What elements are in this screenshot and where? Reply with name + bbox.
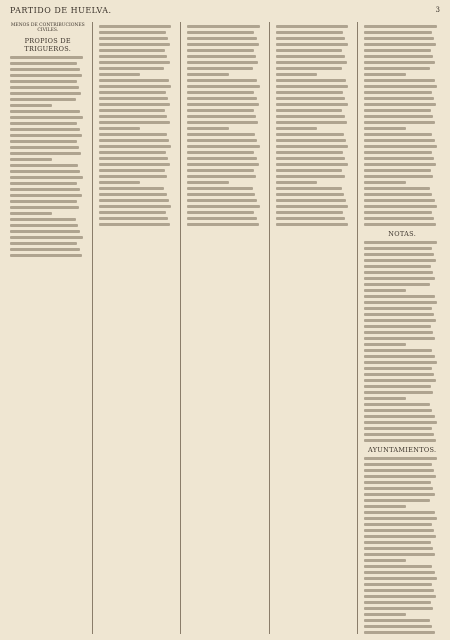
text-line — [276, 61, 347, 64]
text-line — [99, 79, 169, 82]
text-line — [99, 97, 169, 100]
column-1-heading: PROPIOS DE TRIGUEROS. — [24, 37, 72, 53]
text-line — [10, 128, 80, 131]
text-line — [187, 55, 256, 58]
text-line — [276, 43, 348, 46]
text-line — [187, 67, 253, 70]
text-line — [10, 104, 52, 107]
text-line — [187, 193, 255, 196]
text-line — [364, 367, 431, 370]
text-line — [10, 110, 80, 113]
text-line — [364, 265, 431, 268]
text-line — [276, 91, 343, 94]
text-line — [364, 625, 432, 628]
text-line — [364, 193, 432, 196]
text-line — [364, 499, 430, 502]
text-line — [187, 109, 254, 112]
column-rule — [269, 22, 270, 634]
column-rule — [180, 22, 181, 634]
text-line — [10, 92, 81, 95]
text-line — [187, 37, 257, 40]
text-line — [10, 134, 82, 137]
text-line — [364, 247, 431, 250]
text-line — [10, 182, 77, 185]
text-line — [99, 211, 166, 214]
text-columns — [10, 22, 440, 634]
text-line — [364, 319, 436, 322]
text-line — [276, 217, 346, 220]
text-line — [99, 109, 166, 112]
text-line — [276, 109, 343, 112]
text-line — [364, 361, 437, 364]
text-line — [187, 61, 258, 64]
text-line — [364, 349, 432, 352]
text-line — [99, 43, 171, 46]
text-line — [187, 217, 257, 220]
text-line — [276, 67, 342, 70]
text-line — [10, 212, 52, 215]
text-line — [10, 146, 79, 149]
text-line — [364, 79, 434, 82]
text-line — [364, 97, 434, 100]
text-line — [364, 253, 434, 256]
text-line — [187, 211, 254, 214]
text-line — [99, 163, 171, 166]
text-line — [364, 169, 431, 172]
text-line — [187, 199, 257, 202]
column-5-body-mid — [364, 241, 440, 442]
text-line — [364, 463, 431, 466]
text-line — [99, 139, 169, 142]
text-line — [10, 236, 83, 239]
text-line — [276, 73, 318, 76]
text-line — [10, 218, 76, 221]
text-line — [99, 175, 168, 178]
text-line — [364, 547, 433, 550]
text-line — [364, 553, 435, 556]
text-line — [99, 91, 166, 94]
column-1 — [10, 22, 86, 634]
text-line — [276, 193, 344, 196]
text-line — [364, 571, 434, 574]
text-line — [276, 223, 348, 226]
text-line — [99, 31, 166, 34]
text-line — [364, 565, 432, 568]
text-line — [364, 607, 433, 610]
text-line — [276, 121, 347, 124]
text-line — [364, 151, 431, 154]
text-line — [10, 188, 80, 191]
text-line — [276, 205, 349, 208]
notas-heading: NOTAS. — [388, 230, 417, 238]
text-line — [364, 271, 433, 274]
text-line — [10, 158, 52, 161]
text-line — [10, 80, 77, 83]
text-line — [10, 206, 79, 209]
text-line — [99, 49, 166, 52]
text-line — [99, 151, 166, 154]
text-line — [364, 145, 437, 148]
text-line — [276, 133, 344, 136]
text-line — [99, 115, 168, 118]
text-line — [99, 169, 166, 172]
text-line — [364, 25, 437, 28]
column-3-body — [187, 25, 263, 226]
text-line — [364, 505, 406, 508]
text-line — [99, 199, 169, 202]
text-line — [364, 139, 434, 142]
text-line — [10, 200, 77, 203]
text-line — [99, 61, 170, 64]
text-line — [364, 355, 434, 358]
text-line — [187, 163, 259, 166]
text-line — [99, 133, 167, 136]
text-line — [364, 37, 434, 40]
text-line — [99, 103, 171, 106]
text-line — [364, 199, 434, 202]
column-1-body — [10, 56, 86, 257]
text-line — [364, 325, 431, 328]
text-line — [187, 169, 254, 172]
text-line — [99, 67, 165, 70]
text-line — [364, 295, 434, 298]
text-line — [364, 373, 434, 376]
text-line — [364, 439, 436, 442]
text-line — [187, 43, 259, 46]
text-line — [364, 631, 434, 634]
text-line — [99, 217, 169, 220]
text-line — [99, 121, 170, 124]
text-line — [364, 421, 437, 424]
text-line — [364, 241, 437, 244]
text-line — [364, 43, 436, 46]
text-line — [276, 181, 318, 184]
text-line — [187, 73, 229, 76]
text-line — [364, 259, 436, 262]
text-line — [10, 62, 77, 65]
text-line — [364, 481, 431, 484]
text-line — [10, 254, 82, 257]
text-line — [10, 140, 77, 143]
text-line — [187, 139, 257, 142]
text-line — [364, 55, 433, 58]
text-line — [364, 433, 434, 436]
text-line — [276, 145, 349, 148]
text-line — [99, 145, 172, 148]
text-line — [364, 583, 431, 586]
column-5-body-top — [364, 25, 440, 226]
text-line — [364, 73, 406, 76]
text-line — [364, 385, 431, 388]
text-line — [364, 49, 431, 52]
text-line — [364, 289, 406, 292]
text-line — [364, 31, 431, 34]
text-line — [187, 97, 257, 100]
text-line — [364, 613, 406, 616]
text-line — [276, 37, 346, 40]
text-line — [364, 529, 434, 532]
text-line — [99, 55, 168, 58]
text-line — [10, 98, 76, 101]
text-line — [276, 115, 345, 118]
ayuntamientos-heading: AYUNTAMIENTOS. — [367, 446, 437, 454]
column-1-subtitle: MENOS DE CONTRIBUCIONES CIVILES. — [10, 23, 85, 33]
text-line — [187, 157, 257, 160]
text-line — [364, 121, 435, 124]
text-line — [364, 91, 431, 94]
text-line — [10, 86, 79, 89]
text-line — [364, 61, 435, 64]
text-line — [10, 194, 82, 197]
text-line — [276, 169, 343, 172]
text-line — [364, 307, 431, 310]
text-line — [364, 379, 436, 382]
text-line — [10, 116, 83, 119]
text-line — [364, 469, 434, 472]
text-line — [10, 164, 78, 167]
text-line — [99, 181, 141, 184]
text-line — [10, 152, 81, 155]
text-line — [99, 73, 141, 76]
text-line — [364, 577, 437, 580]
text-line — [364, 457, 437, 460]
column-4 — [276, 22, 352, 634]
text-line — [10, 74, 82, 77]
text-line — [187, 91, 254, 94]
text-line — [187, 103, 259, 106]
text-line — [99, 223, 171, 226]
text-line — [276, 211, 343, 214]
text-line — [364, 157, 434, 160]
text-line — [276, 97, 346, 100]
text-line — [364, 313, 434, 316]
text-line — [364, 163, 436, 166]
text-line — [10, 122, 77, 125]
text-line — [364, 559, 406, 562]
text-line — [276, 151, 343, 154]
text-line — [99, 187, 165, 190]
text-line — [187, 115, 256, 118]
text-line — [187, 223, 259, 226]
text-line — [364, 427, 431, 430]
text-line — [364, 331, 433, 334]
text-line — [99, 127, 141, 130]
text-line — [10, 170, 80, 173]
text-line — [276, 79, 346, 82]
text-line — [364, 487, 433, 490]
text-line — [10, 68, 80, 71]
text-line — [187, 79, 257, 82]
text-line — [276, 187, 342, 190]
text-line — [364, 187, 430, 190]
text-line — [99, 85, 172, 88]
text-line — [10, 56, 83, 59]
text-line — [364, 397, 406, 400]
text-line — [187, 151, 254, 154]
column-5-body-bottom — [364, 457, 440, 634]
column-3 — [187, 22, 263, 634]
text-line — [364, 589, 434, 592]
text-line — [364, 595, 436, 598]
text-line — [364, 511, 434, 514]
text-line — [187, 205, 260, 208]
column-rule — [357, 22, 358, 634]
text-line — [99, 205, 172, 208]
text-line — [364, 337, 435, 340]
text-line — [276, 139, 346, 142]
text-line — [187, 25, 260, 28]
text-line — [364, 403, 430, 406]
text-line — [276, 163, 348, 166]
text-line — [187, 31, 254, 34]
text-line — [99, 37, 169, 40]
text-line — [364, 601, 431, 604]
text-line — [276, 103, 348, 106]
text-line — [364, 127, 406, 130]
column-2-body — [99, 25, 175, 226]
text-line — [364, 343, 406, 346]
text-line — [364, 541, 431, 544]
text-line — [364, 283, 430, 286]
text-line — [364, 475, 436, 478]
text-line — [364, 217, 434, 220]
column-rule — [92, 22, 93, 634]
text-line — [364, 517, 437, 520]
text-line — [187, 145, 260, 148]
text-line — [364, 103, 436, 106]
text-line — [276, 49, 343, 52]
text-line — [364, 85, 437, 88]
text-line — [10, 224, 78, 227]
column-4-body — [276, 25, 352, 226]
text-line — [364, 277, 435, 280]
text-line — [364, 391, 433, 394]
text-line — [364, 409, 432, 412]
text-line — [364, 175, 433, 178]
text-line — [364, 181, 406, 184]
text-line — [364, 109, 431, 112]
text-line — [364, 67, 430, 70]
text-line — [99, 193, 167, 196]
text-line — [364, 493, 435, 496]
column-5 — [364, 22, 440, 634]
text-line — [276, 157, 346, 160]
text-line — [364, 205, 437, 208]
text-line — [187, 121, 258, 124]
page-number: 3 — [435, 6, 440, 14]
text-line — [10, 242, 77, 245]
text-line — [99, 157, 169, 160]
text-line — [364, 115, 433, 118]
text-line — [187, 133, 255, 136]
text-line — [276, 25, 349, 28]
text-line — [187, 85, 260, 88]
text-line — [276, 199, 346, 202]
text-line — [276, 127, 318, 130]
text-line — [364, 535, 436, 538]
text-line — [276, 175, 345, 178]
text-line — [364, 133, 432, 136]
text-line — [187, 187, 253, 190]
text-line — [364, 415, 434, 418]
text-line — [187, 127, 229, 130]
text-line — [364, 301, 437, 304]
text-line — [187, 175, 256, 178]
text-line — [364, 223, 436, 226]
text-line — [276, 85, 349, 88]
text-line — [364, 523, 431, 526]
text-line — [187, 49, 254, 52]
column-2 — [99, 22, 175, 634]
section-title: PARTIDO DE HUELVA. — [10, 6, 112, 15]
text-line — [10, 248, 80, 251]
text-line — [364, 211, 431, 214]
text-line — [187, 181, 229, 184]
text-line — [10, 176, 83, 179]
text-line — [276, 55, 345, 58]
text-line — [364, 619, 430, 622]
text-line — [99, 25, 172, 28]
text-line — [276, 31, 343, 34]
text-line — [10, 230, 80, 233]
